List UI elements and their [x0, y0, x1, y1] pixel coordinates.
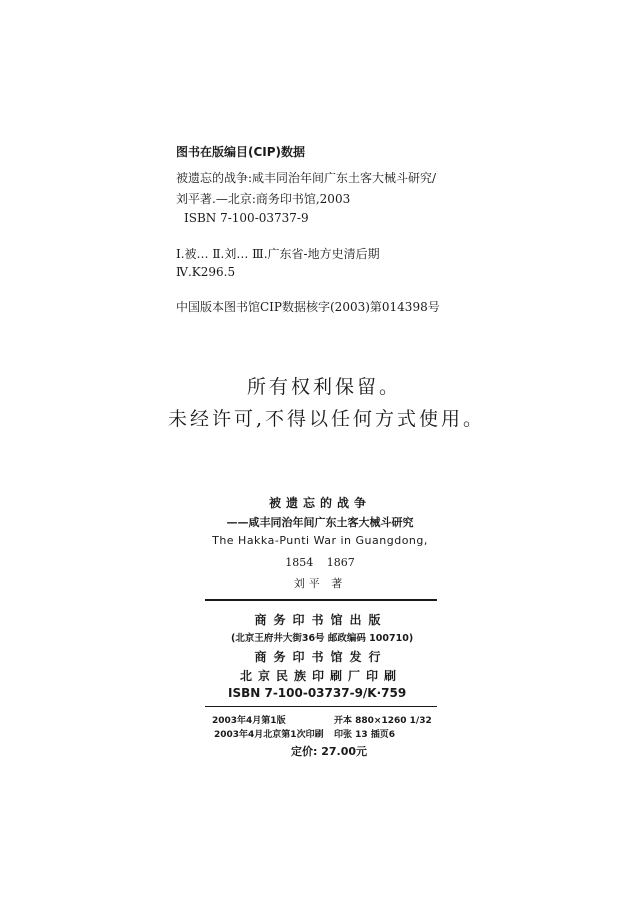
divider-top: [205, 599, 437, 601]
cip-subject-line: Ⅰ.被… Ⅱ.刘… Ⅲ.广东省-地方史清后期: [176, 247, 380, 261]
cip-record-number-line: 中国版本图书馆CIP数据核字(2003)第014398号: [176, 300, 440, 314]
author-name: 刘平 著: [293, 577, 347, 590]
cip-heading: 图书在版编目(CIP)数据: [176, 145, 306, 159]
cip-isbn-line: ISBN 7-100-03737-9: [184, 211, 309, 225]
cip-author-publisher-line: 刘平著.—北京:商务印书馆,2003: [176, 192, 351, 206]
years-range: 1854 1867: [285, 556, 355, 569]
divider-bottom: [205, 706, 437, 707]
cip-classification-line: Ⅳ.K296.5: [176, 265, 236, 279]
printer-line: 北京民族印刷厂印刷: [239, 669, 402, 683]
isbn-full: ISBN 7-100-03737-9/K·759: [228, 686, 407, 700]
rights-reserved-line: 所有权利保留。: [247, 376, 402, 398]
sheets-line: 印张 13 插页6: [334, 730, 396, 740]
publisher-line: 商务印书馆出版: [254, 613, 388, 627]
publisher-address: (北京王府井大街36号 邮政编码 100710): [231, 633, 414, 644]
price-line: 定价: 27.00元: [291, 745, 368, 758]
book-title: 被遗忘的战争: [268, 496, 371, 510]
book-subtitle: ——咸丰同治年间广东土客大械斗研究: [226, 516, 414, 529]
printing-line: 2003年4月北京第1次印刷: [214, 730, 324, 740]
rights-usage-line: 未经许可,不得以任何方式使用。: [168, 408, 486, 430]
edition-line: 2003年4月第1版: [212, 716, 286, 726]
format-line: 开本 880×1260 1/32: [334, 716, 432, 726]
english-title: The Hakka-Punti War in Guangdong,: [212, 534, 428, 547]
distributor-line: 商务印书馆发行: [254, 650, 388, 664]
cip-title-line: 被遗忘的战争:咸丰同治年间广东土客大械斗研究/: [176, 171, 437, 185]
